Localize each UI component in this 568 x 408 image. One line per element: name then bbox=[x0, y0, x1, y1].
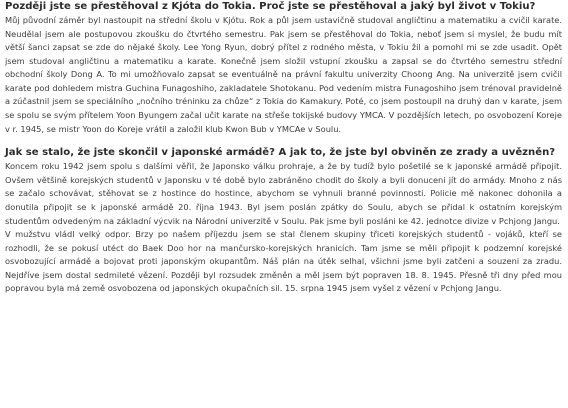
answer-paragraph-1: Můj původní záměr byl nastoupit na střední školu v Kjótu. Rok a půl jsem ustavičně studoval angličtinu a matematiku a cvičil karate. Neudělal jsem ale postupovou zkoušku do čtvrtého semestru. Pak jsem se přestěhoval do Tokia, neboť jsem si myslel, že budu mít větší šanci zapsat se zde do nějaké školy. Lee Yong Ryun, dobrý přítel z rodného města, v Tokiu žil a pomohl mi se zde usadit. Opět jsem studoval angličtinu a matematiku a karate. Konečně jsem složil vstupní zkoušku a zapsal se do čtvrtého semestru střední obchodní školy Dong A. To mi umožňovalo zapsat se eventuálně na právní fakultu univerzity Choong Ang. Na univerzitě jsem cvičil karate pod dohledem mistra Guchina Funagoshiho, zakladatele Shotokanu. Pod vedením mistra Funagoshiho jsem trénoval pravidelně a zúčastnil jsem se speciálního „nočního tréninku za chůze“ z Tokia do Kamakury. Poté, co jsem postoupil na druhý dan v karate, jsem se spolu se svým přítelem Yoon Byungem začal učit karate na střeše tokijské budovy YMCA. V pozdějších letech, po osvobození Koreje v r. 1945, se mistr Yoon do Koreje vrátil a založil klub Kwon Bub v YMCAe v Soulu. bbox=[5, 15, 562, 134]
answer-paragraph-2: Koncem roku 1942 jsem spolu s dalšími věřil, že Japonsko válku prohraje, a že by tudíž bylo pošetilé se k japonské armádě připojit. Ovšem většině korejských studentů v Japonsku v té době bylo zabráněno chodit do školy a byli donuceni jít do armády. Mnoho z nás se začalo schovávat, stěhovat se z hostince do hostince, abychom se vyhnuli branné povinnosti. Policie mě nakonec dohonila a donutila připojit se k japonské armádě 20. října 1943. Byl jsem poslán zpátky do Soulu, abych se přidal k ostatním korejským studentům odvedeným na základní výcvik na Národní univerzitě v Soulu. Pak jsme byli posláni ke 42. jednotce divize v Pchjong Jangu. bbox=[5, 161, 562, 226]
section-gap bbox=[0, 136, 568, 146]
question-heading-1: Později jste se přestěhoval z Kjóta do Tokia. Proč jste se přestěhoval a jaký byl život v Tokiu? bbox=[5, 1, 536, 12]
answer-paragraph-3: V mužstvu vládl velký odpor. Brzy po našem příjezdu jsem se stal členem skupiny třiceti korejských studentů - vojáků, kteří se rozhodli, že se pokusí utéct do Baek Doo hor na mančursko-korejských hranicích. Tam jsme se měli připojit k podzemní korejské osvobozující armádě a bojovat proti japonským okupantům. Náš plán na útěk selhal, všichni jsme byli zatčeni a souzeni za zradu. Nejdříve jsem dostal sedmileté vězení. Později byl rozsudek změněn a měl jsem být popraven 18. 8. 1945. Přesně tři dny před mou popravou byla má země osvobozena od japonských okupačních sil. 15. srpna 1945 jsem vyšel z vězení v Pchjong Jangu. bbox=[5, 229, 562, 294]
qa-section-1 bbox=[0, 0, 568, 136]
question-heading-2: Jak se stalo, že jste skončil v japonské armádě? A jak to, že jste byl obviněn ze zrady a uvězněn? bbox=[5, 147, 556, 159]
qa-section-2 bbox=[0, 146, 568, 296]
